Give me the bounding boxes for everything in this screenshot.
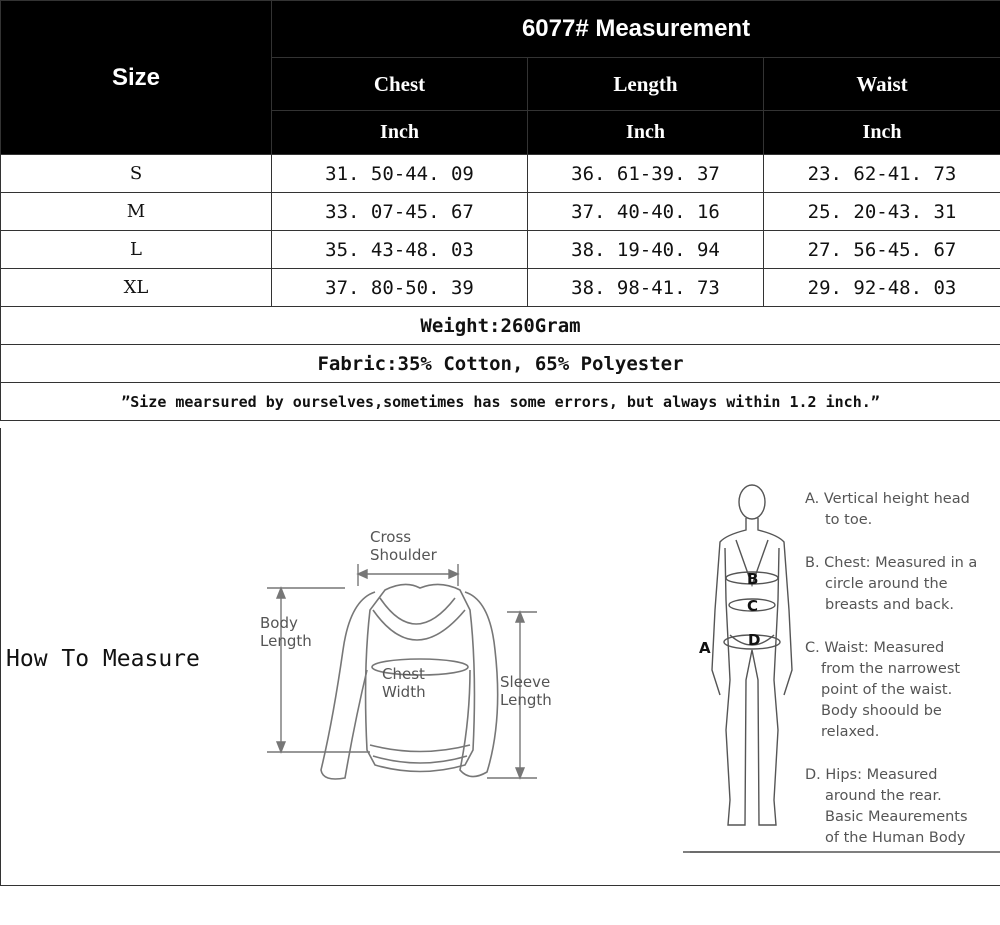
waist-cell: 23. 62-41. 73 — [764, 155, 1000, 193]
marker-b: B — [747, 570, 759, 588]
size-cell: XL — [1, 269, 272, 307]
column-chest: Chest — [272, 58, 528, 111]
column-length: Length — [528, 58, 764, 111]
marker-a: A — [699, 639, 711, 657]
unit-waist: Inch — [764, 111, 1000, 155]
chest-cell: 31. 50-44. 09 — [272, 155, 528, 193]
body-baseline — [683, 851, 1000, 854]
chest-width-label: Chest Width — [382, 665, 426, 701]
measurement-note: ”Size mearsured by ourselves,sometimes has some errors, but always within 1.2 inch.” — [1, 383, 1000, 421]
weight-row: Weight:260Gram — [1, 307, 1000, 345]
description-d: D. Hips: Measured around the rear. Basic Meaurements of the Human Body — [805, 767, 968, 846]
waist-cell: 25. 20-43. 31 — [764, 193, 1000, 231]
how-to-measure-label: How To Measure — [6, 646, 200, 672]
chest-cell: 35. 43-48. 03 — [272, 231, 528, 269]
chest-cell: 37. 80-50. 39 — [272, 269, 528, 307]
table-row — [1, 155, 1000, 193]
size-header: Size — [1, 1, 272, 155]
marker-d: D — [748, 631, 761, 649]
size-cell: M — [1, 193, 272, 231]
size-cell: L — [1, 231, 272, 269]
marker-c: C — [747, 597, 759, 615]
sleeve-length-label: Sleeve Length — [500, 673, 552, 709]
chest-cell: 33. 07-45. 67 — [272, 193, 528, 231]
table-row — [1, 193, 1000, 231]
waist-cell: 29. 92-48. 03 — [764, 269, 1000, 307]
length-cell: 38. 19-40. 94 — [528, 231, 764, 269]
unit-length: Inch — [528, 111, 764, 155]
table-title: 6077# Measurement — [272, 1, 1000, 58]
length-cell: 37. 40-40. 16 — [528, 193, 764, 231]
body-length-label: Body Length — [260, 614, 312, 650]
waist-cell: 27. 56-45. 67 — [764, 231, 1000, 269]
cross-shoulder-label: Cross Shoulder — [370, 528, 437, 564]
description-c: C. Waist: Measured from the narrowest point of the waist. Body shoould be relaxed. — [805, 640, 961, 740]
table-row — [1, 269, 1000, 307]
description-a: A. Vertical height head to toe. — [805, 491, 970, 528]
size-cell: S — [1, 155, 272, 193]
length-cell: 36. 61-39. 37 — [528, 155, 764, 193]
body-diagram — [690, 480, 800, 855]
size-table — [0, 0, 1000, 421]
fabric-row: Fabric:35% Cotton, 65% Polyester — [1, 345, 1000, 383]
unit-chest: Inch — [272, 111, 528, 155]
table-row — [1, 231, 1000, 269]
column-waist: Waist — [764, 58, 1000, 111]
length-cell: 38. 98-41. 73 — [528, 269, 764, 307]
description-b: B. Chest: Measured in a circle around the breasts and back. — [805, 555, 978, 613]
